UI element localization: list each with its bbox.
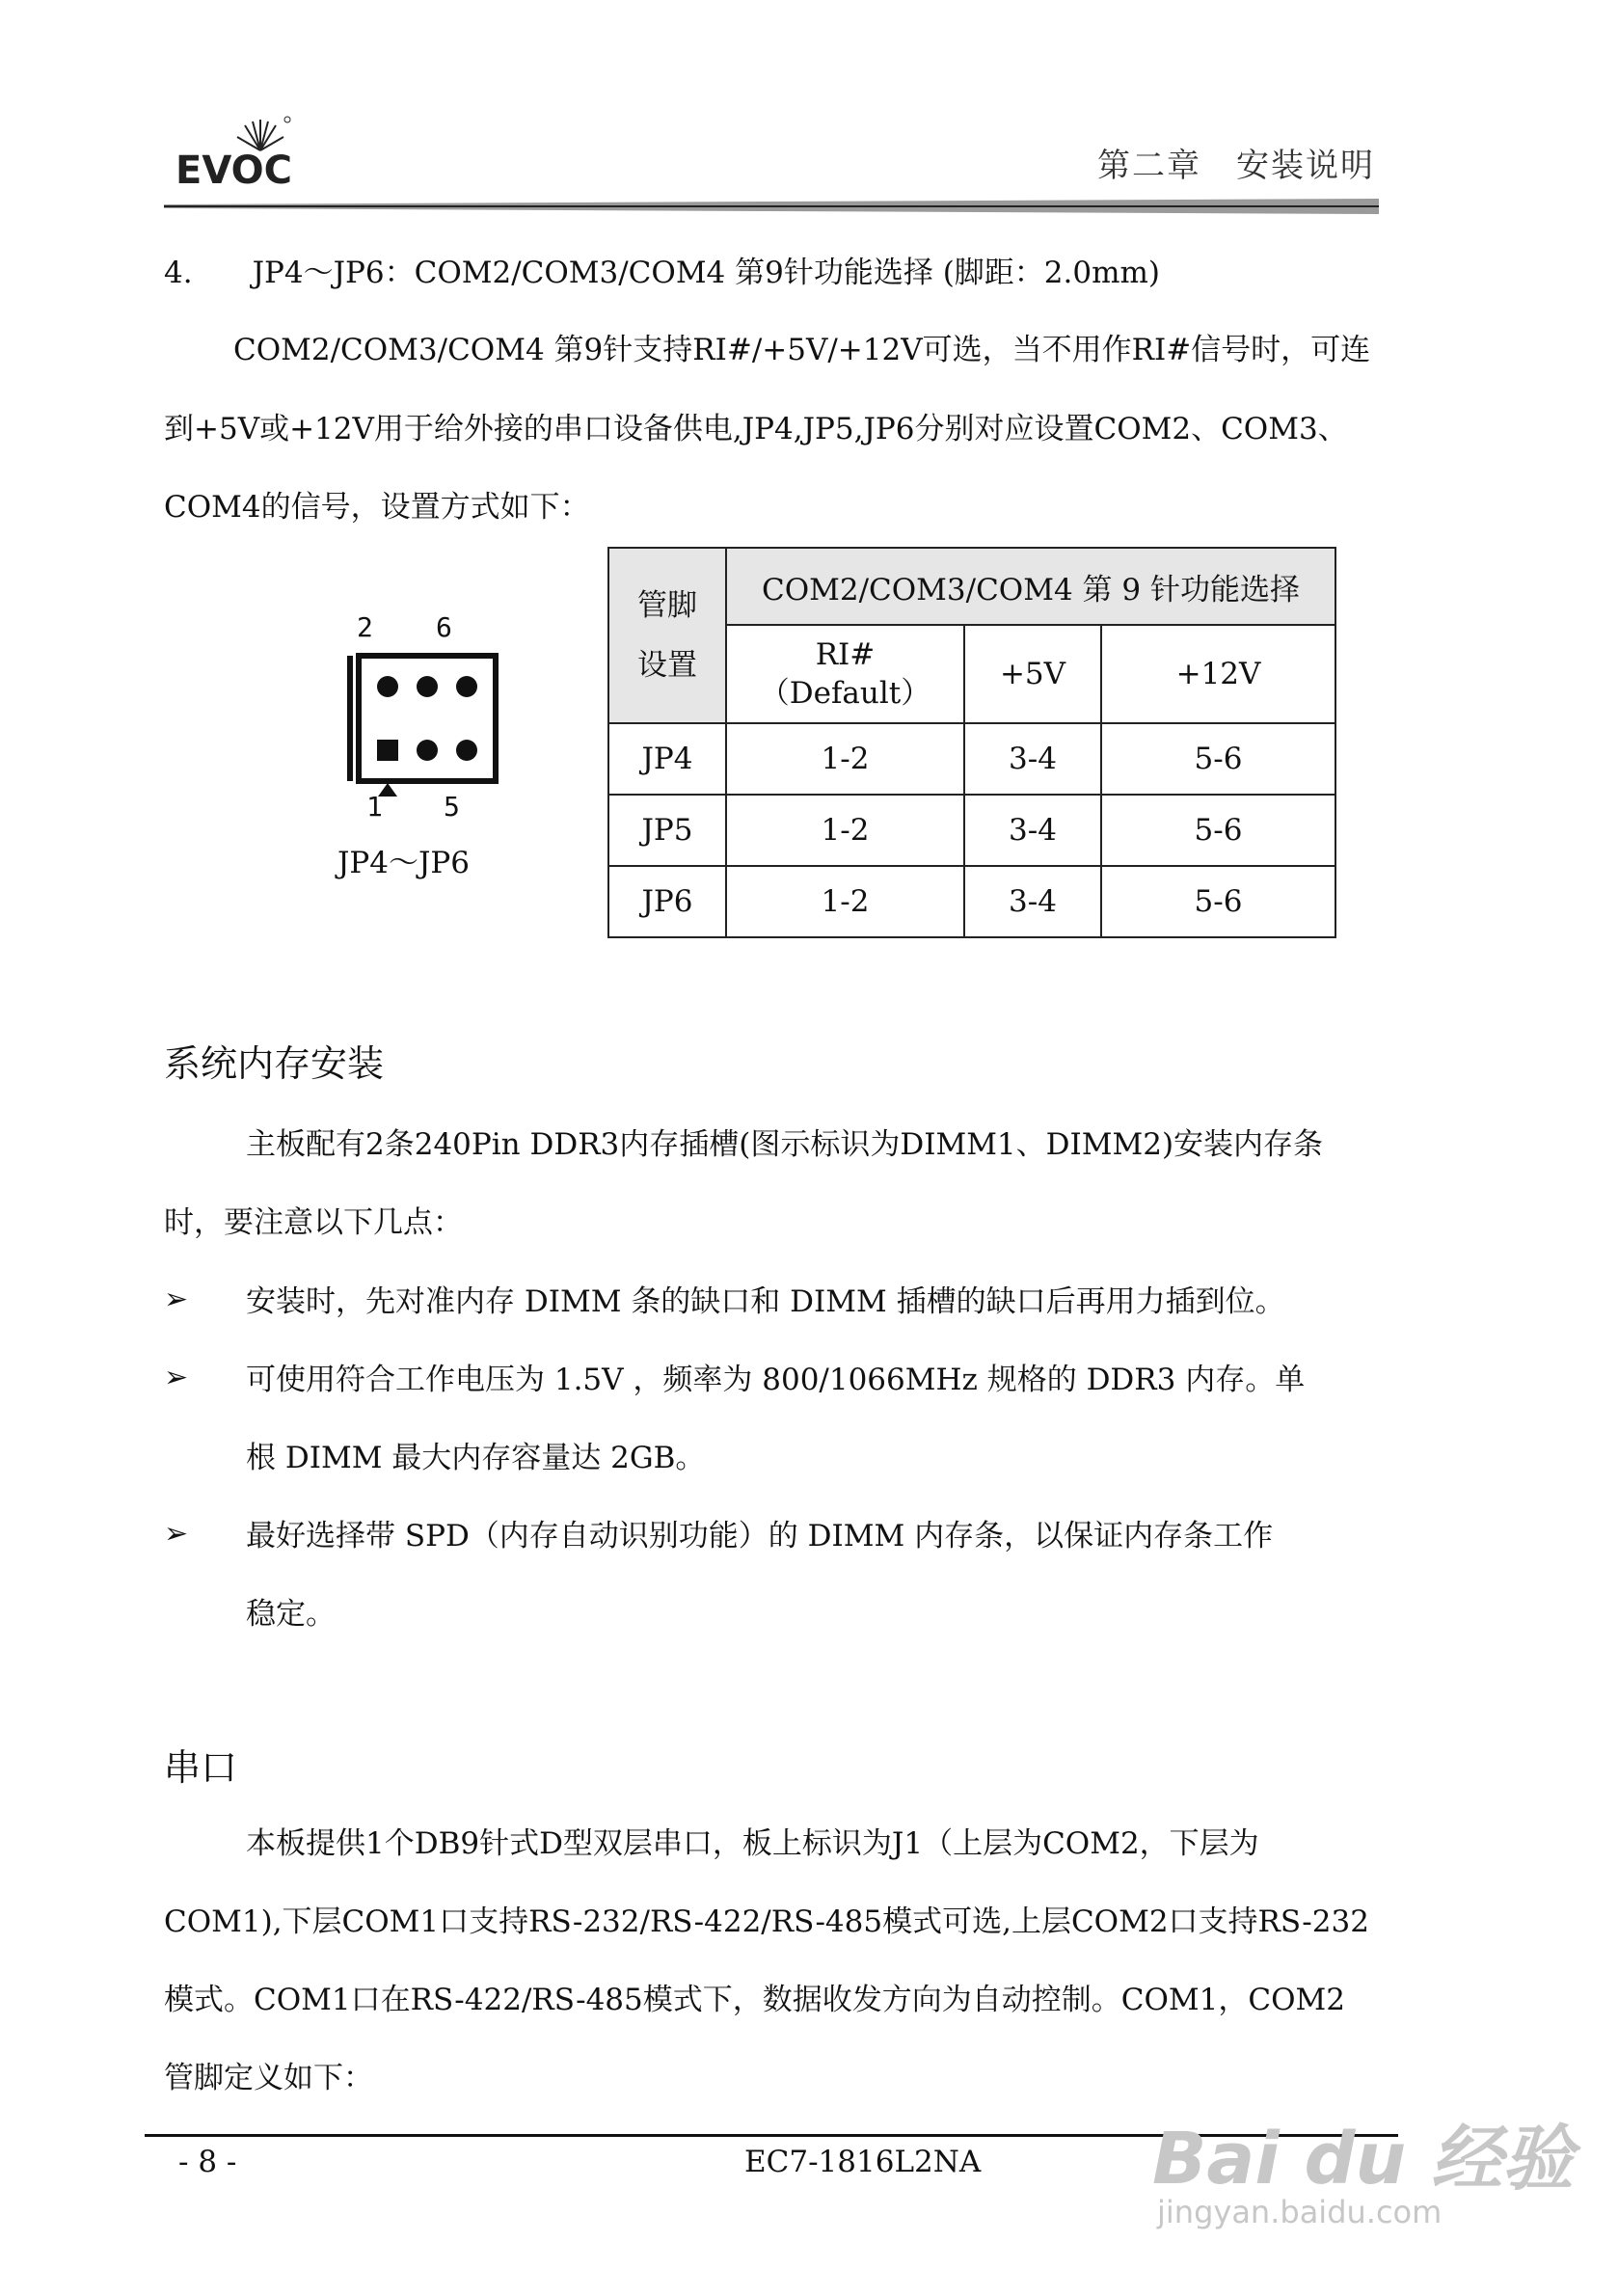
memory-bullet2-line1: 可使用符合工作电压为 1.5V ，频率为 800/1066MHz 规格的 DDR3 内存。单: [246, 1363, 1306, 1397]
col-header-ri: RI# （Default）: [726, 625, 964, 723]
memory-bullet1: 安装时，先对准内存 DIMM 条的缺口和 DIMM 插槽的缺口后再用力插到位。: [246, 1284, 1285, 1319]
memory-bullet3-line1: 最好选择带 SPD（内存自动识别功能）的 DIMM 内存条，以保证内存条工作: [246, 1519, 1274, 1553]
svg-text:EVOC: EVOC: [175, 149, 292, 191]
memory-section-title: 系统内存安装: [164, 1042, 385, 1085]
pin-label-6: 6: [436, 611, 452, 643]
table-row: JP6 1-2 3-4 5-6: [608, 866, 1335, 937]
chapter-title: 第二章 安装说明: [1097, 147, 1375, 185]
jp-heading: 4. JP4～JP6：COM2/COM3/COM4 第9针功能选择 (脚距：2.0mm): [164, 256, 1160, 290]
model-number: EC7-1816L2NA: [744, 2145, 982, 2179]
table-group-header: COM2/COM3/COM4 第 9 针功能选择: [726, 548, 1335, 625]
header-rule: [164, 199, 1379, 214]
evoc-logo: [175, 114, 301, 191]
serial-para-line1: 本板提供1个DB9针式D型双层串口，板上标识为J1（上层为COM2，下层为: [246, 1826, 1259, 1861]
table-row: JP4 1-2 3-4 5-6: [608, 723, 1335, 795]
memory-para-line2: 时，要注意以下几点：: [164, 1205, 463, 1240]
jp-desc-line2: 到+5V或+12V用于给外接的串口设备供电,JP4,JP5,JP6分别对应设置COM2、COM3、: [164, 412, 1348, 446]
baidu-watermark-logo: Bai du 经验: [1152, 2118, 1574, 2201]
table-corner-header: 管脚 设置: [608, 548, 726, 723]
page-number: - 8 -: [178, 2145, 237, 2179]
serial-para-line3: 模式。COM1口在RS-422/RS-485模式下，数据收发方向为自动控制。COM1，COM2: [164, 1983, 1345, 2017]
serial-section-title: 串口: [164, 1746, 238, 1789]
memory-bullet3-line2: 稳定。: [246, 1597, 336, 1632]
pin-label-2: 2: [357, 611, 373, 643]
jumper-caption: JP4～JP6: [337, 846, 471, 880]
table-row: JP5 1-2 3-4 5-6: [608, 795, 1335, 866]
serial-para-line2: COM1),下层COM1口支持RS-232/RS-422/RS-485模式可选,上层COM2口支持RS-232: [164, 1904, 1369, 1939]
jumper-diagram: [328, 608, 501, 820]
jumper-table: [607, 547, 1336, 938]
col-header-12v: +12V: [1101, 625, 1335, 723]
pin-label-1: 1: [366, 791, 383, 820]
bullet-arrow-icon: ➢: [164, 1517, 189, 1551]
col-header-5v: +5V: [964, 625, 1101, 723]
jp-desc-line3: COM4的信号，设置方式如下：: [164, 490, 590, 525]
bullet-arrow-icon: ➢: [164, 1361, 189, 1394]
jp-desc-line1: COM2/COM3/COM4 第9针支持RI#/+5V/+12V可选，当不用作RI#信号时，可连: [233, 333, 1371, 367]
memory-para-line1: 主板配有2条240Pin DDR3内存插槽(图示标识为DIMM1、DIMM2)安装内存条: [246, 1127, 1324, 1162]
memory-bullet2-line2: 根 DIMM 最大内存容量达 2GB。: [246, 1441, 706, 1475]
pin-label-5: 5: [444, 791, 460, 820]
baidu-watermark-url: jingyan.baidu.com: [1157, 2194, 1443, 2230]
bullet-arrow-icon: ➢: [164, 1283, 189, 1316]
serial-para-line4: 管脚定义如下：: [164, 2061, 373, 2095]
